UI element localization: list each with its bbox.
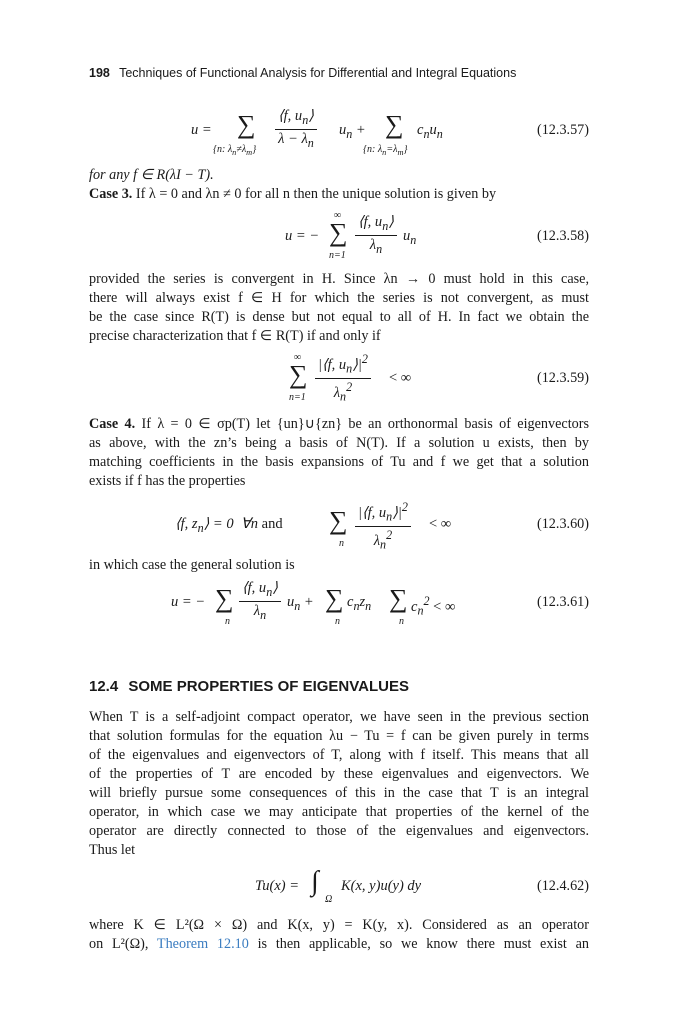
case-4-paragraph: [89, 415, 589, 491]
running-title: Techniques of Functional Analysis for Differential and Integral Equations: [119, 66, 517, 80]
text-line: will briefly pursue some consequences of this in the case that T is an integral: [89, 785, 589, 801]
text-line: precise characterization that f ∈ R(T) if and only if: [89, 328, 381, 344]
in-which-text: in which case the general solution is: [89, 557, 295, 573]
for-any-text: for any f ∈ R(λI − T).: [89, 167, 214, 183]
case-3-label: Case 3.: [89, 186, 133, 202]
theorem-link[interactable]: Theorem 12.10: [156, 936, 249, 952]
case-3-text: If λ = 0 and λn ≠ 0 for all n then the unique solution is given by: [132, 186, 497, 202]
paragraph-series-convergence: [89, 270, 589, 346]
equation-number: (12.3.59): [536, 370, 589, 386]
equation-12-3-61: u = − ∑ n $\frac{⟨f, u_n⟩}{\lambda_n}$ $u_n$ + ∑ n $c_nz_n$ ∑ n $c_n^2$ < ∞ (12.3.61): [171, 580, 589, 627]
running-header: [89, 66, 516, 80]
section-heading: [89, 678, 409, 695]
text-line: that solution formulas for the equation λu − Tu = f can be given purely in terms: [89, 728, 589, 744]
text-line: there will always exist f ∈ H for which the series is not convergent, as must: [89, 290, 589, 306]
text-line: be the case since R(T) is dense but not equal to all of H. In fact we obtain the: [89, 309, 589, 325]
equation-number: (12.4.62): [536, 878, 589, 894]
text-for-any: [89, 166, 589, 185]
page-number: 198: [89, 66, 110, 80]
text-line: When T is a self-adjoint compact operator, we have seen in the previous section: [89, 709, 589, 725]
text-line: If λ = 0 ∈ σp(T) let {un}∪{zn} be an orthonormal basis of eigenvectors: [135, 416, 589, 432]
text-line: as above, with the zn’s being a basis of N(T). If a solution u exists, then by: [89, 435, 589, 451]
text-line: on L²(Ω),: [89, 936, 157, 952]
equation-number: (12.3.58): [536, 228, 589, 244]
text-line: matching coefficients in the basis expansions of Tu and f we get that a solution: [89, 454, 589, 470]
where-paragraph: [89, 916, 589, 954]
equation-12-3-60: ⟨f, $z_n⟩ = 0$ ∀n and ∑ n $\frac{|⟨f, u_n⟩|^2}{\lambda_n^2}$ < ∞ (12.3.60): [175, 500, 589, 552]
text-line: of the eigenvalues and eigenvectors of T, along with f itself. This means that all: [89, 747, 589, 763]
text-line: exists if f has the properties: [89, 473, 246, 489]
case-4-label: Case 4.: [89, 416, 136, 432]
case-3-paragraph: [89, 185, 589, 204]
section-paragraph: [89, 708, 589, 860]
text-line: where K ∈ L²(Ω × Ω) and K(x, y) = K(y, x). Considered as an operator: [89, 917, 589, 933]
equation-12-3-58: u = − ∞ ∑ n=1 $\frac{⟨f, u_n⟩}{\lambda_n}$ $u_n$ (12.3.58): [285, 210, 589, 261]
section-title: SOME PROPERTIES OF EIGENVALUES: [128, 678, 409, 695]
text-line: operator, in which case we may anticipate that properties of the kernel of the: [89, 804, 589, 820]
text-line: is then applicable, so we know there must exist an: [248, 936, 589, 952]
text-general-solution: [89, 556, 589, 575]
section-number: 12.4: [89, 678, 119, 695]
text-line: of the properties of T are encoded by these eigenvalues and eigenvectors. We: [89, 766, 589, 782]
text-line: Thus let: [89, 842, 136, 858]
equation-12-3-57: u = ∑ {n: $\lambda_n\ne\lambda_m$} $\frac{⟨f, u_n⟩}{\lambda - \lambda_n}$ $u_n$ + ∑ {n: $\lambda_n=\lambda_m$} $c_nu_n$ (12.3.57): [191, 108, 589, 157]
text-line: operator are directly connected to those of the eigenvalues and eigenvectors.: [89, 823, 589, 839]
text-line: provided the series is convergent in H. Since λn → 0 must hold in this case,: [89, 271, 589, 287]
equation-12-4-62: Tu(x) = ∫ Ω K(x, y)u(y) dy (12.4.62): [255, 866, 589, 905]
equation-12-3-59: ∞ ∑ n=1 $\frac{|⟨f, u_n⟩|^2}{\lambda_n^2}$ < ∞ (12.3.59): [289, 352, 589, 404]
equation-number: (12.3.60): [536, 516, 589, 532]
equation-number: (12.3.61): [536, 594, 589, 610]
equation-number: (12.3.57): [536, 122, 589, 138]
